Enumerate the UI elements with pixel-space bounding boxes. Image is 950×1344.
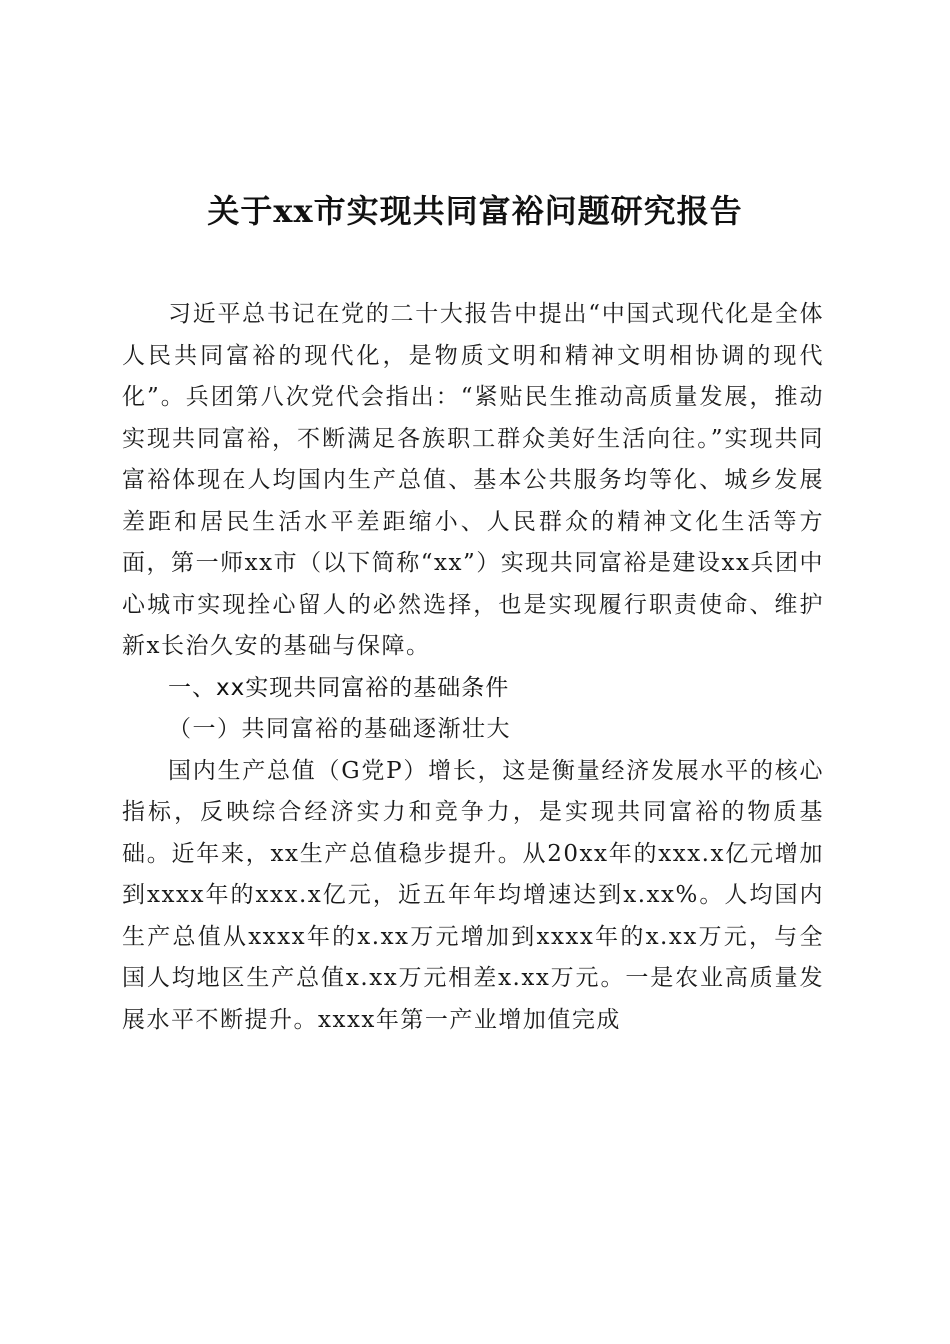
subsection-heading-1-1: （一）共同富裕的基础逐渐壮大 (168, 716, 511, 742)
document-body (122, 294, 824, 1041)
paragraph-intro: 习近平总书记在党的二十大报告中提出“中国式现代化是全体人民共同富裕的现代化，是物质文明和精神文明相协调的现代化”。兵团第八次党代会指出：“紧贴民生推动高质量发展，推动实现共同富裕，不断满足各族职工群众美好生活向往。”实现共同富裕体现在人均国内生产总值、基本公共服务均等化、城乡发展差距和居民生活水平差距缩小、人民群众的精神文化生活等方面，第一师xx市（以下简称“xx”）实现共同富裕是建设xx兵团中心城市实现拴心留人的必然选择，也是实现履行职责使命、维护新x长治久安的基础与保障。 (122, 301, 824, 659)
paragraph-gdp: 国内生产总值（G党P）增长，这是衡量经济发展水平的核心指标，反映综合经济实力和竞争力，是实现共同富裕的物质基础。近年来，xx生产总值稳步提升。从20xx年的xxx.x亿元增加到xxxx年的xxx.x亿元，近五年年均增速达到x.xx%。人均国内生产总值从xxxx年的x.xx万元增加到xxxx年的x.xx万元，与全国人均地区生产总值x.xx万元相差x.xx万元。一是农业高质量发展水平不断提升。xxxx年第一产业增加值完成 (122, 757, 824, 1033)
document-title: 关于xx市实现共同富裕问题研究报告 (207, 192, 743, 230)
section-heading-1: 一、xx实现共同富裕的基础条件 (168, 674, 510, 701)
